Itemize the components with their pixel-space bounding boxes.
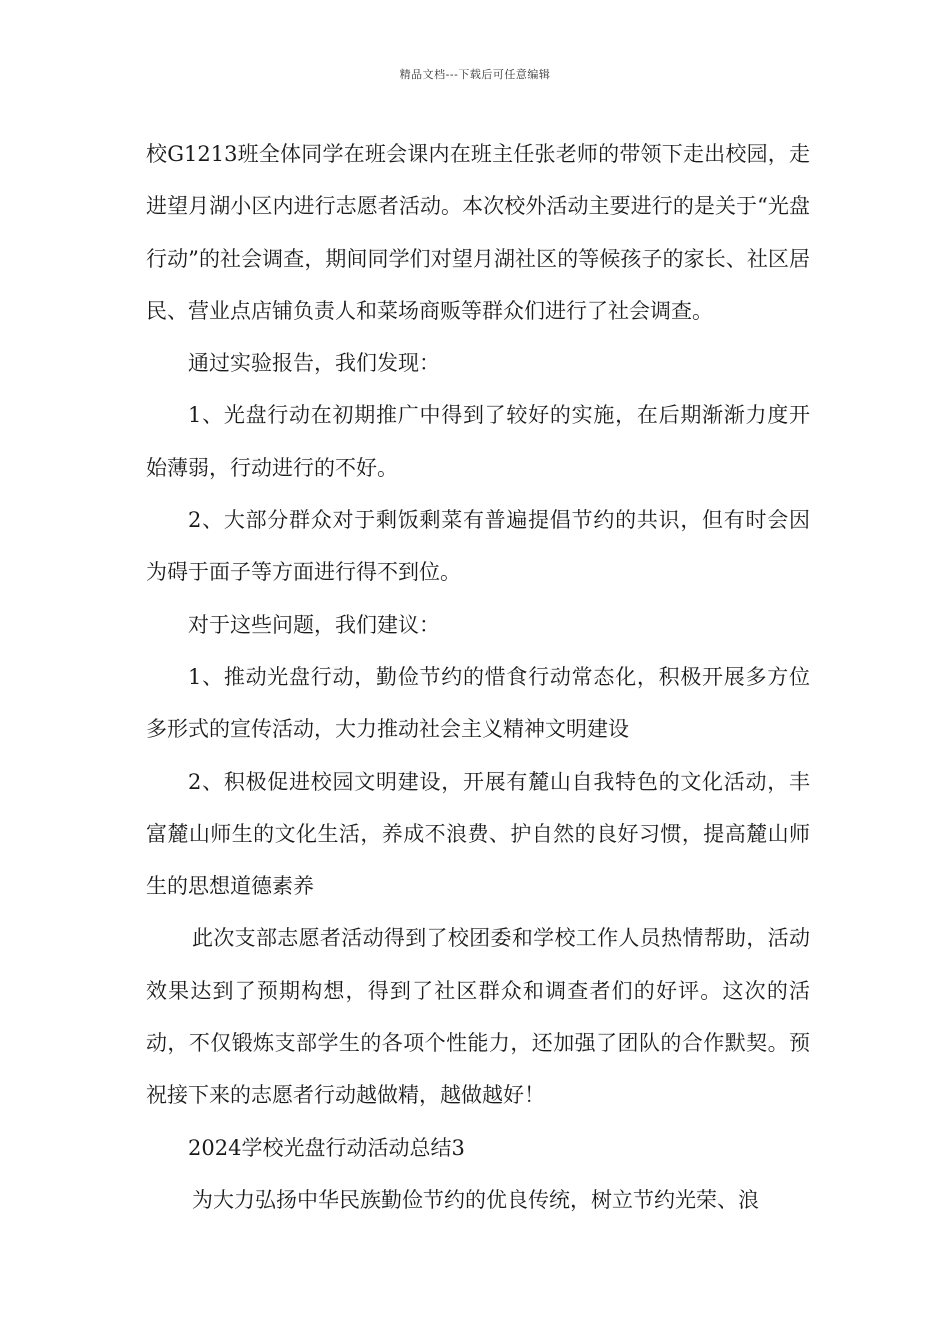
document-body bbox=[146, 128, 810, 1226]
paragraph-section-3-intro: 为大力弘扬中华民族勤俭节约的优良传统，树立节约光荣、浪 bbox=[192, 1187, 759, 1212]
paragraph-finding-1: 1、光盘行动在初期推广中得到了较好的实施，在后期渐渐力度开始薄弱，行动进行的不好。 bbox=[146, 403, 810, 480]
paragraph-intro: 校G1213班全体同学在班会课内在班主任张老师的带领下走出校园，走进望月湖小区内进行志愿者活动。本次校外活动主要进行的是关于“光盘行动”的社会调查，期间同学们对望月湖社区的等候孩子的家长、社区居民、营业点店铺负责人和菜场商贩等群众们进行了社会调查。 bbox=[146, 142, 810, 323]
paragraph-suggestion-2: 2、积极促进校园文明建设，开展有麓山自我特色的文化活动，丰富麓山师生的文化生活，养成不浪费、护自然的良好习惯，提高麓山师生的思想道德素养 bbox=[146, 769, 810, 899]
paragraph-finding-2: 2、大部分群众对于剩饭剩菜有普遍提倡节约的共识，但有时会因为碍于面子等方面进行得不到位。 bbox=[146, 508, 810, 585]
paragraph-conclusion: 此次支部志愿者活动得到了校团委和学校工作人员热情帮助，活动效果达到了预期构想，得到了社区群众和调查者们的好评。这次的活动，不仅锻炼支部学生的各项个性能力，还加强了团队的合作默契。预祝接下来的志愿者行动越做精，越做越好！ bbox=[146, 926, 810, 1108]
page-header: 精品文档---下载后可任意编辑 bbox=[399, 68, 551, 81]
paragraph-suggestion-1: 1、推动光盘行动，勤俭节约的惜食行动常态化，积极开展多方位多形式的宣传活动，大力推动社会主义精神文明建设 bbox=[146, 664, 810, 742]
section-title: 2024学校光盘行动活动总结3 bbox=[188, 1135, 465, 1160]
paragraph-findings-heading: 通过实验报告，我们发现： bbox=[188, 351, 440, 376]
paragraph-suggestions-heading: 对于这些问题，我们建议： bbox=[188, 612, 440, 637]
